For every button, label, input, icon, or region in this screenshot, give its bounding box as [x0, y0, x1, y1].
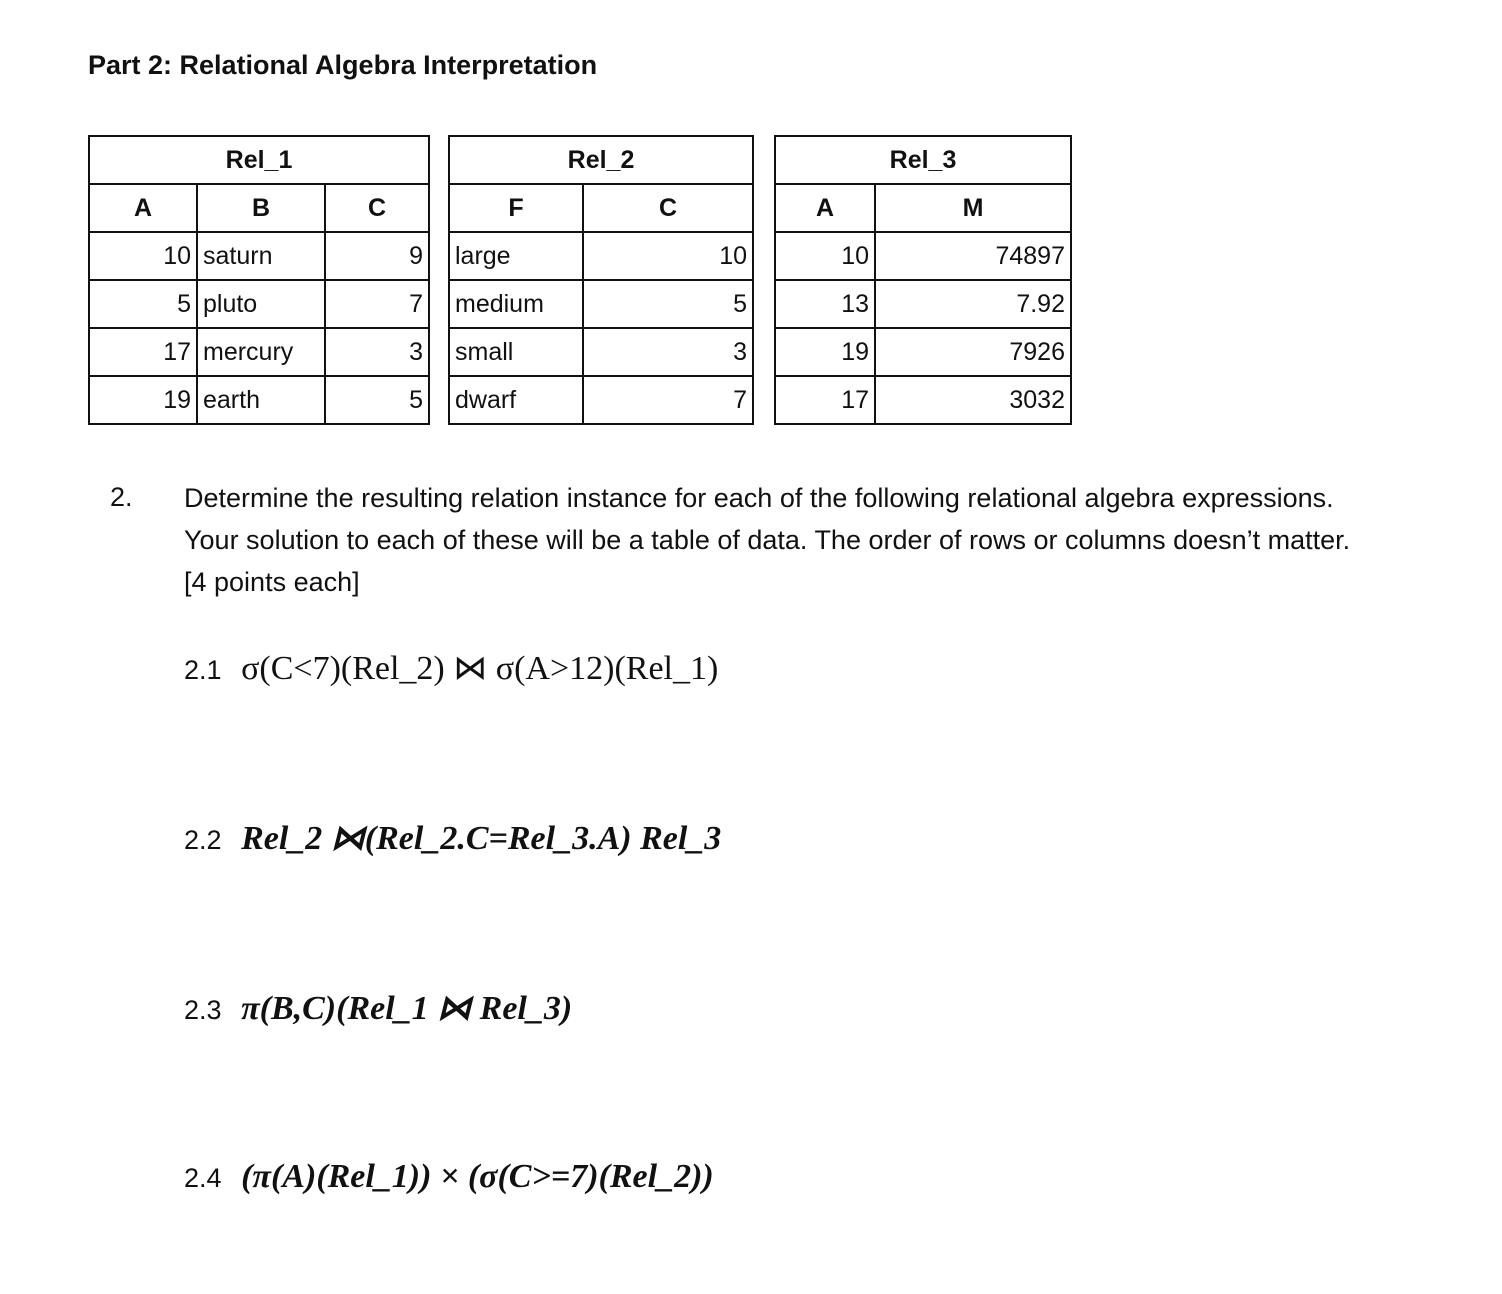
table-row [449, 232, 753, 280]
expression-label: 2.4 [184, 1163, 222, 1193]
table-row [775, 328, 1071, 376]
rel-2-table [448, 135, 754, 425]
cell: 10 [583, 232, 753, 280]
cell: earth [197, 376, 325, 424]
cell: 17 [775, 376, 875, 424]
cell: 74897 [875, 232, 1071, 280]
expression-2-1 [184, 648, 718, 688]
expression-math: π(B,C)(Rel_1 ⋈ Rel_3) [241, 990, 573, 1027]
table-row [449, 376, 753, 424]
expression-label: 2.3 [184, 995, 222, 1025]
question-number: 2. [110, 482, 133, 512]
cell: saturn [197, 232, 325, 280]
column-header: A [89, 184, 197, 232]
column-header: C [325, 184, 429, 232]
expression-2-2 [184, 818, 721, 858]
question-line: [4 points each] [184, 567, 360, 597]
column-header: F [449, 184, 583, 232]
table-row [89, 232, 429, 280]
cell: 5 [325, 376, 429, 424]
cell: 10 [89, 232, 197, 280]
cell: 9 [325, 232, 429, 280]
rel-1-table [88, 135, 430, 425]
table-title: Rel_2 [449, 136, 753, 184]
column-header: C [583, 184, 753, 232]
cell: 7.92 [875, 280, 1071, 328]
cell: dwarf [449, 376, 583, 424]
cell: 13 [775, 280, 875, 328]
expression-2-4 [184, 1158, 714, 1196]
question-text [184, 477, 1464, 603]
cell: large [449, 232, 583, 280]
expression-label: 2.1 [184, 655, 222, 685]
cell: small [449, 328, 583, 376]
expression-math: Rel_2 ⋈(Rel_2.C=Rel_3.A) Rel_3 [241, 820, 722, 857]
cell: 7 [325, 280, 429, 328]
cell: 3 [325, 328, 429, 376]
expression-label: 2.2 [184, 825, 222, 855]
table-row [449, 280, 753, 328]
cell: 19 [775, 328, 875, 376]
cell: 7 [583, 376, 753, 424]
cell: 19 [89, 376, 197, 424]
cell: 10 [775, 232, 875, 280]
question-line: Determine the resulting relation instance for each of the following relational algebra expressions. [184, 483, 1334, 513]
cell: 5 [583, 280, 753, 328]
page-title: Part 2: Relational Algebra Interpretation [88, 50, 598, 80]
expression-math: (π(A)(Rel_1)) × (σ(C>=7)(Rel_2)) [241, 1158, 714, 1195]
expression-math: σ(C<7)(Rel_2) ⋈ σ(A>12)(Rel_1) [241, 650, 719, 687]
cell: 3032 [875, 376, 1071, 424]
cell: 17 [89, 328, 197, 376]
table-title: Rel_3 [775, 136, 1071, 184]
rel-3-table [774, 135, 1072, 425]
column-header: B [197, 184, 325, 232]
expression-2-3 [184, 988, 572, 1028]
table-row [775, 280, 1071, 328]
cell: medium [449, 280, 583, 328]
column-header: M [875, 184, 1071, 232]
table-row [89, 280, 429, 328]
column-header: A [775, 184, 875, 232]
cell: 3 [583, 328, 753, 376]
table-row [89, 376, 429, 424]
cell: 7926 [875, 328, 1071, 376]
cell: mercury [197, 328, 325, 376]
table-row [775, 232, 1071, 280]
table-title: Rel_1 [89, 136, 429, 184]
table-row [775, 376, 1071, 424]
table-row [449, 328, 753, 376]
cell: 5 [89, 280, 197, 328]
table-row [89, 328, 429, 376]
question-line: Your solution to each of these will be a table of data. The order of rows or columns doesn’t matter. [184, 525, 1351, 555]
cell: pluto [197, 280, 325, 328]
